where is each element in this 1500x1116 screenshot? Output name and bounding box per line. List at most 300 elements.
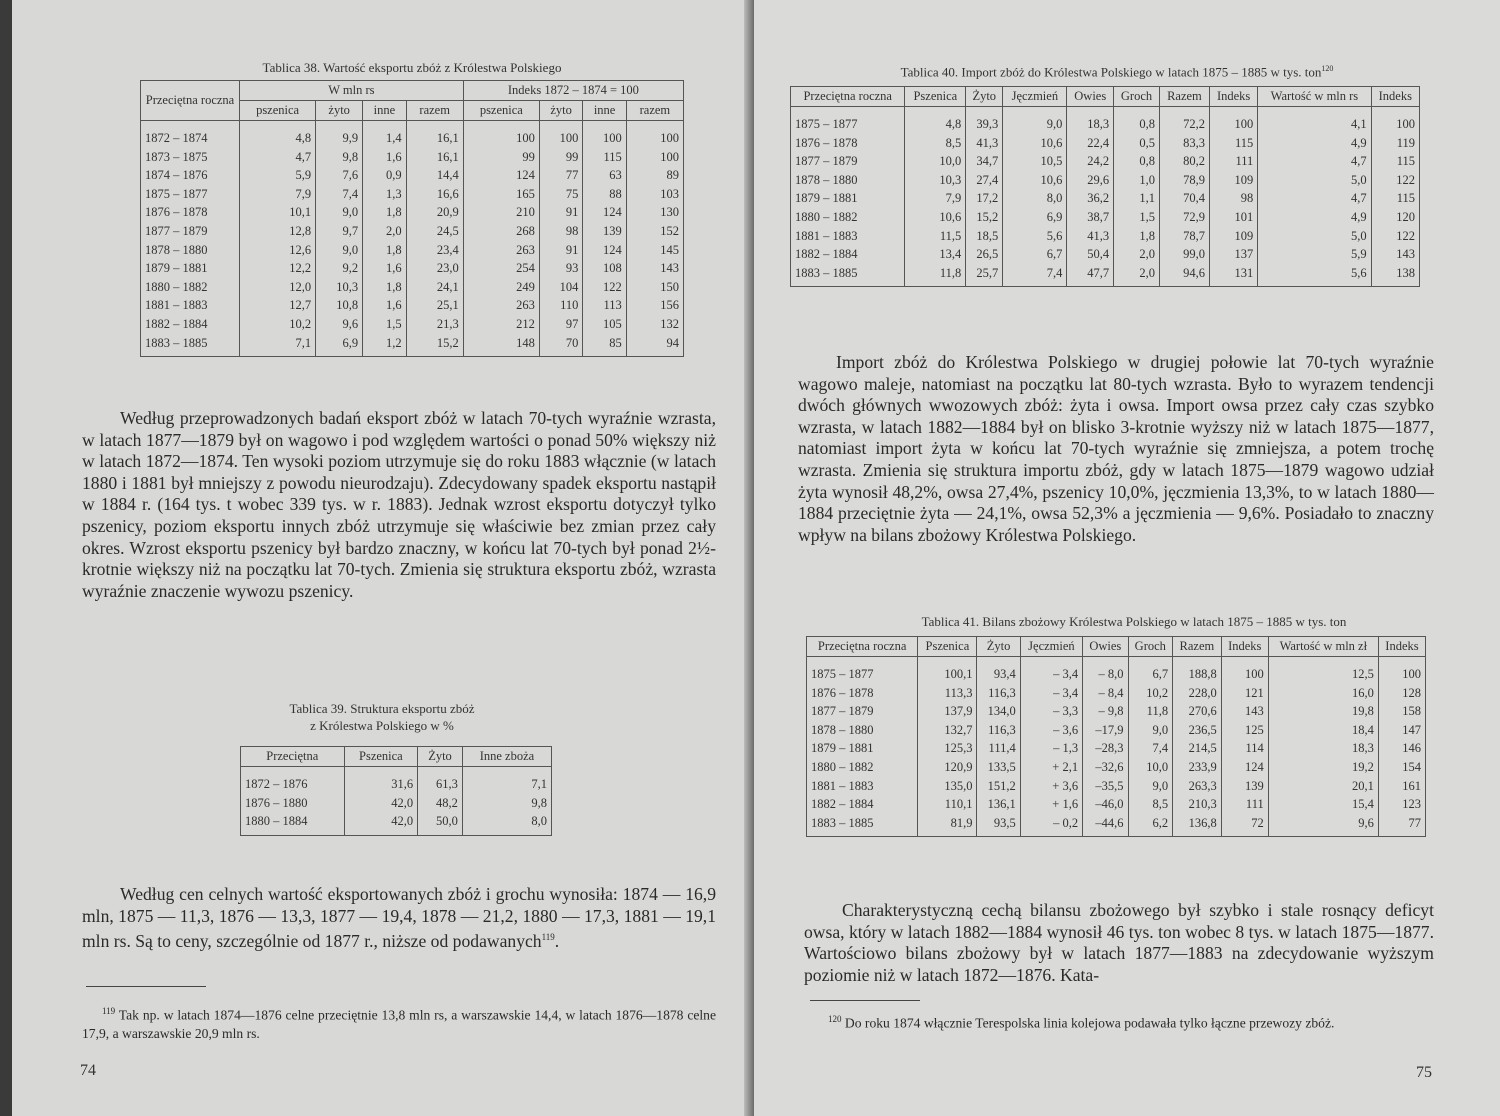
t41-cell: + 1,6 [1020, 795, 1082, 814]
t38-sub-header-0: pszenica [240, 101, 316, 121]
t41-cell: 143 [1221, 702, 1268, 721]
t38-cell: 165 [463, 185, 539, 204]
t41-cell: –17,9 [1083, 721, 1128, 740]
t40-cell: 11,5 [905, 227, 966, 246]
t38-cell: 7,1 [240, 334, 316, 357]
t38-cell: 6,9 [316, 334, 363, 357]
t40-cell: 34,7 [966, 152, 1003, 171]
t41-cell: 124 [1221, 758, 1268, 777]
t41-cell: –44,6 [1083, 814, 1128, 837]
t38-row [141, 334, 684, 357]
t40-cell: 100 [1209, 107, 1257, 134]
t40-cell: 26,5 [966, 245, 1003, 264]
t40-cell: 119 [1371, 134, 1419, 153]
t40-row [791, 189, 1420, 208]
t38-row [141, 203, 684, 222]
t38-row [141, 259, 684, 278]
table-39-caption: Tablica 39. Struktura eksportu zbóż z Królestwa Polskiego w % [289, 701, 475, 733]
t41-cell: –46,0 [1083, 795, 1128, 814]
table-40-caption: Tablica 40. Import zbóż do Królestwa Polskiego w latach 1875 – 1885 w tys. ton$^{120}$ [900, 64, 1334, 80]
t38-cell: 99 [463, 148, 539, 167]
t38-cell: 97 [539, 315, 582, 334]
t41-cell: 125 [1221, 721, 1268, 740]
t40-cell: 7,9 [905, 189, 966, 208]
t38-cell: 105 [583, 315, 626, 334]
t38-cell: 89 [626, 166, 683, 185]
t40-cell: 29,6 [1067, 171, 1114, 190]
t38-cell: 115 [583, 148, 626, 167]
t41-cell: 147 [1378, 721, 1425, 740]
t41-cell: 236,5 [1173, 721, 1222, 740]
t41-header-1: Pszenica [918, 637, 977, 657]
t40-cell: 115 [1371, 189, 1419, 208]
t38-cell: 100 [583, 121, 626, 148]
t41-header-0: Przeciętna roczna [807, 637, 918, 657]
t41-cell: – 3,6 [1020, 721, 1082, 740]
t40-cell: 0,8 [1114, 107, 1160, 134]
t40-cell: 18,3 [1067, 107, 1114, 134]
t38-row [141, 185, 684, 204]
left-paragraph-2: Według cen celnych wartość eksportowanych zbóż i grochu wynosiła: 1874 — 16,9 mln, 1875 — 11,3, 1876 — 13,3, 1877 — 19,4, 1878 — 21,2, 1880 — 17,3, 1881 — 19,1 mln rs. Są to ceny, szczególnie od 1877 r., niższe od podawanych$^{119}$. [82, 884, 716, 952]
t39-header-3: Inne zboża [462, 747, 551, 767]
t38-cell: 2,0 [363, 222, 406, 241]
t41-cell: + 3,6 [1020, 777, 1082, 796]
t41-cell: 137,9 [918, 702, 977, 721]
t41-row [807, 684, 1426, 703]
t38-cell: 15,2 [406, 334, 463, 357]
t38-cell: 263 [463, 296, 539, 315]
t38-cell: 100 [463, 121, 539, 148]
t38-cell: 23,0 [406, 259, 463, 278]
t41-cell: 133,5 [977, 758, 1020, 777]
page-number-left: 74 [80, 1062, 96, 1079]
t40-cell: 80,2 [1159, 152, 1209, 171]
t40-row [791, 227, 1420, 246]
t41-cell: 110,1 [918, 795, 977, 814]
t40-cell: 131 [1209, 264, 1257, 287]
t41-header-5: Groch [1128, 637, 1173, 657]
t38-cell: 16,6 [406, 185, 463, 204]
t40-cell: 78,7 [1159, 227, 1209, 246]
t41-row [807, 758, 1426, 777]
t41-row [807, 657, 1426, 684]
t39-period-cell: 1872 – 1876 [241, 767, 345, 794]
t41-cell: 135,0 [918, 777, 977, 796]
t40-cell: 100 [1371, 107, 1419, 134]
t40-cell: 5,0 [1258, 227, 1371, 246]
t38-cell: 4,8 [240, 121, 316, 148]
t41-cell: 263,3 [1173, 777, 1222, 796]
t38-cell: 1,4 [363, 121, 406, 148]
t40-cell: 5,9 [1258, 245, 1371, 264]
t38-cell: 0,9 [363, 166, 406, 185]
t40-cell: 1,1 [1114, 189, 1160, 208]
t41-period-cell: 1876 – 1878 [807, 684, 918, 703]
t39-cell: 50,0 [418, 812, 463, 835]
t38-cell: 12,8 [240, 222, 316, 241]
t40-cell: 1,5 [1114, 208, 1160, 227]
t39-cell: 42,0 [344, 794, 418, 813]
t38-cell: 10,2 [240, 315, 316, 334]
t38-cell: 139 [583, 222, 626, 241]
t38-header-period: Przeciętna roczna [141, 81, 240, 121]
t38-sub-header-6: inne [583, 101, 626, 121]
t41-cell: 125,3 [918, 739, 977, 758]
t38-row [141, 166, 684, 185]
t38-cell: 9,2 [316, 259, 363, 278]
t38-row [141, 278, 684, 297]
right-paragraph-2: Charakterystyczną cechą bilansu zbożowego był szybko i stale rosnący deficyt owsa, który w latach 1882—1884 wynosił 46 tys. ton wobec 8 tys. w latach 1875—1877. Wartościowo bilans zbożowy był w latach 1877—1883 na zdecydowanie wyższym poziomie niż w latach 1872—1876. Kata- [804, 900, 1434, 985]
t41-cell: 10,0 [1128, 758, 1173, 777]
t38-cell: 4,7 [240, 148, 316, 167]
t41-header-4: Owies [1083, 637, 1128, 657]
t41-cell: – 1,3 [1020, 739, 1082, 758]
t40-cell: 70,4 [1159, 189, 1209, 208]
t40-cell: 38,7 [1067, 208, 1114, 227]
t40-cell: 6,7 [1003, 245, 1067, 264]
t41-cell: 72 [1221, 814, 1268, 837]
t38-cell: 143 [626, 259, 683, 278]
t40-row [791, 245, 1420, 264]
t40-header-1: Pszenica [905, 87, 966, 107]
t41-period-cell: 1882 – 1884 [807, 795, 918, 814]
t41-cell: 132,7 [918, 721, 977, 740]
t40-period-cell: 1880 – 1882 [791, 208, 905, 227]
footnote-119: $^{119}$ Tak np. w latach 1874—1876 celne przeciętnie 13,8 mln rs, a warszawskie 14,4, w latach 1876—1878 celne 17,9, a warszawskie 20,9 mln rs. [82, 1006, 716, 1041]
t38-cell: 10,3 [316, 278, 363, 297]
t40-period-cell: 1878 – 1880 [791, 171, 905, 190]
t40-cell: 5,6 [1003, 227, 1067, 246]
t38-period-cell: 1873 – 1875 [141, 148, 240, 167]
t41-cell: 11,8 [1128, 702, 1173, 721]
t40-header-5: Groch [1114, 87, 1160, 107]
t40-cell: 10,6 [905, 208, 966, 227]
t38-row [141, 241, 684, 260]
left-page [12, 0, 748, 1116]
t38-cell: 249 [463, 278, 539, 297]
t40-cell: 2,0 [1114, 264, 1160, 287]
t41-cell: 158 [1378, 702, 1425, 721]
t38-cell: 75 [539, 185, 582, 204]
t39-row [241, 794, 552, 813]
t38-cell: 152 [626, 222, 683, 241]
t38-cell: 63 [583, 166, 626, 185]
t41-period-cell: 1880 – 1882 [807, 758, 918, 777]
t38-period-cell: 1875 – 1877 [141, 185, 240, 204]
t41-cell: –32,6 [1083, 758, 1128, 777]
t41-cell: 139 [1221, 777, 1268, 796]
t39-period-cell: 1880 – 1884 [241, 812, 345, 835]
t40-period-cell: 1879 – 1881 [791, 189, 905, 208]
t38-cell: 108 [583, 259, 626, 278]
t38-row [141, 121, 684, 148]
t38-cell: 130 [626, 203, 683, 222]
t40-cell: 8,5 [905, 134, 966, 153]
t39-cell: 42,0 [344, 812, 418, 835]
t38-cell: 9,0 [316, 241, 363, 260]
t38-cell: 1,5 [363, 315, 406, 334]
t40-row [791, 134, 1420, 153]
t38-cell: 20,9 [406, 203, 463, 222]
t41-cell: –35,5 [1083, 777, 1128, 796]
t38-cell: 1,6 [363, 296, 406, 315]
t41-cell: 111 [1221, 795, 1268, 814]
t40-cell: 72,9 [1159, 208, 1209, 227]
t40-cell: 10,3 [905, 171, 966, 190]
t41-cell: 15,4 [1268, 795, 1378, 814]
t38-cell: 12,0 [240, 278, 316, 297]
t41-cell: 10,2 [1128, 684, 1173, 703]
footnote-divider [86, 986, 206, 987]
t40-cell: 22,4 [1067, 134, 1114, 153]
t41-cell: – 3,4 [1020, 684, 1082, 703]
t38-cell: 212 [463, 315, 539, 334]
t41-period-cell: 1877 – 1879 [807, 702, 918, 721]
t39-period-cell: 1876 – 1880 [241, 794, 345, 813]
t40-cell: 120 [1371, 208, 1419, 227]
t41-cell: 114 [1221, 739, 1268, 758]
t40-row [791, 107, 1420, 134]
t40-cell: 2,0 [1114, 245, 1160, 264]
t38-cell: 1,3 [363, 185, 406, 204]
t41-cell: – 9,8 [1083, 702, 1128, 721]
t39-cell: 8,0 [462, 812, 551, 835]
t41-cell: 228,0 [1173, 684, 1222, 703]
t40-cell: 50,4 [1067, 245, 1114, 264]
t40-cell: 8,0 [1003, 189, 1067, 208]
table-40 [790, 86, 1420, 287]
t38-cell: 10,8 [316, 296, 363, 315]
t41-cell: 20,1 [1268, 777, 1378, 796]
t41-cell: 6,2 [1128, 814, 1173, 837]
t38-period-cell: 1883 – 1885 [141, 334, 240, 357]
t40-cell: 7,4 [1003, 264, 1067, 287]
t40-period-cell: 1883 – 1885 [791, 264, 905, 287]
t38-cell: 100 [539, 121, 582, 148]
table-39 [240, 746, 552, 836]
t41-cell: 233,9 [1173, 758, 1222, 777]
t40-cell: 4,9 [1258, 134, 1371, 153]
t39-header-2: Żyto [418, 747, 463, 767]
t38-cell: 103 [626, 185, 683, 204]
t41-header-6: Razem [1173, 637, 1222, 657]
t38-period-cell: 1876 – 1878 [141, 203, 240, 222]
t38-period-cell: 1874 – 1876 [141, 166, 240, 185]
t38-cell: 99 [539, 148, 582, 167]
t38-cell: 113 [583, 296, 626, 315]
t40-cell: 36,2 [1067, 189, 1114, 208]
t39-cell: 9,8 [462, 794, 551, 813]
t41-row [807, 739, 1426, 758]
t41-cell: 81,9 [918, 814, 977, 837]
t41-cell: 116,3 [977, 721, 1020, 740]
t38-cell: 70 [539, 334, 582, 357]
t40-cell: 9,0 [1003, 107, 1067, 134]
t38-cell: 93 [539, 259, 582, 278]
t41-period-cell: 1879 – 1881 [807, 739, 918, 758]
t38-cell: 124 [583, 203, 626, 222]
t40-header-3: Jęczmień [1003, 87, 1067, 107]
t38-cell: 268 [463, 222, 539, 241]
t38-period-cell: 1872 – 1874 [141, 121, 240, 148]
t41-cell: 146 [1378, 739, 1425, 758]
t40-cell: 6,9 [1003, 208, 1067, 227]
t40-period-cell: 1882 – 1884 [791, 245, 905, 264]
t40-cell: 10,0 [905, 152, 966, 171]
t40-cell: 4,7 [1258, 189, 1371, 208]
t41-cell: 210,3 [1173, 795, 1222, 814]
t41-period-cell: 1878 – 1880 [807, 721, 918, 740]
t39-cell: 48,2 [418, 794, 463, 813]
t40-cell: 41,3 [966, 134, 1003, 153]
t38-cell: 91 [539, 241, 582, 260]
t38-cell: 23,4 [406, 241, 463, 260]
t39-cell: 61,3 [418, 767, 463, 794]
t41-header-3: Jęczmień [1020, 637, 1082, 657]
t41-cell: 18,4 [1268, 721, 1378, 740]
t38-cell: 85 [583, 334, 626, 357]
t40-cell: 25,7 [966, 264, 1003, 287]
t40-cell: 143 [1371, 245, 1419, 264]
t41-cell: 8,5 [1128, 795, 1173, 814]
t38-cell: 10,1 [240, 203, 316, 222]
t40-cell: 72,2 [1159, 107, 1209, 134]
t40-cell: 5,6 [1258, 264, 1371, 287]
t41-cell: 9,0 [1128, 721, 1173, 740]
t41-cell: –28,3 [1083, 739, 1128, 758]
t41-header-7: Indeks [1221, 637, 1268, 657]
t40-header-6: Razem [1159, 87, 1209, 107]
footnote-ref-119[interactable]: 119 [541, 932, 555, 943]
t40-cell: 4,7 [1258, 152, 1371, 171]
table-38 [140, 80, 684, 357]
table-38-caption: Tablica 38. Wartość eksportu zbóż z Królestwa Polskiego [262, 60, 562, 75]
t40-cell: 109 [1209, 227, 1257, 246]
t38-cell: 91 [539, 203, 582, 222]
t41-cell: 9,0 [1128, 777, 1173, 796]
t38-cell: 156 [626, 296, 683, 315]
t40-cell: 10,6 [1003, 134, 1067, 153]
t40-cell: 24,2 [1067, 152, 1114, 171]
t38-cell: 14,4 [406, 166, 463, 185]
t38-cell: 254 [463, 259, 539, 278]
t38-cell: 24,5 [406, 222, 463, 241]
t41-cell: 123 [1378, 795, 1425, 814]
t40-header-0: Przeciętna roczna [791, 87, 905, 107]
t38-cell: 9,0 [316, 203, 363, 222]
t40-cell: 138 [1371, 264, 1419, 287]
t38-cell: 1,2 [363, 334, 406, 357]
t40-cell: 115 [1209, 134, 1257, 153]
t40-row [791, 171, 1420, 190]
t38-cell: 7,6 [316, 166, 363, 185]
t38-cell: 94 [626, 334, 683, 357]
t40-cell: 98 [1209, 189, 1257, 208]
t38-row [141, 222, 684, 241]
t41-cell: 188,8 [1173, 657, 1222, 684]
t38-cell: 12,2 [240, 259, 316, 278]
t40-cell: 15,2 [966, 208, 1003, 227]
t40-cell: 83,3 [1159, 134, 1209, 153]
t40-row [791, 152, 1420, 171]
t40-cell: 109 [1209, 171, 1257, 190]
t38-cell: 9,8 [316, 148, 363, 167]
t38-cell: 148 [463, 334, 539, 357]
t38-cell: 104 [539, 278, 582, 297]
t38-cell: 25,1 [406, 296, 463, 315]
t38-period-cell: 1880 – 1882 [141, 278, 240, 297]
t41-cell: 6,7 [1128, 657, 1173, 684]
t40-cell: 41,3 [1067, 227, 1114, 246]
t39-row [241, 767, 552, 794]
t41-cell: 18,3 [1268, 739, 1378, 758]
t41-row [807, 795, 1426, 814]
t41-cell: 111,4 [977, 739, 1020, 758]
t40-cell: 4,8 [905, 107, 966, 134]
footnote-120: $^{120}$ Do roku 1874 włącznie Terespolska linia kolejowa podawała tylko łączne przewozy zbóż. [828, 1014, 1335, 1031]
t38-cell: 132 [626, 315, 683, 334]
t41-period-cell: 1883 – 1885 [807, 814, 918, 837]
t38-cell: 9,6 [316, 315, 363, 334]
t38-cell: 7,4 [316, 185, 363, 204]
t41-cell: 113,3 [918, 684, 977, 703]
t41-cell: – 8,4 [1083, 684, 1128, 703]
t41-row [807, 721, 1426, 740]
t40-cell: 0,5 [1114, 134, 1160, 153]
t40-period-cell: 1881 – 1883 [791, 227, 905, 246]
t40-header-7: Indeks [1209, 87, 1257, 107]
t38-cell: 88 [583, 185, 626, 204]
t40-cell: 18,5 [966, 227, 1003, 246]
t41-cell: 270,6 [1173, 702, 1222, 721]
t38-cell: 1,8 [363, 278, 406, 297]
right-page [754, 0, 1500, 1116]
t40-cell: 94,6 [1159, 264, 1209, 287]
t41-cell: 100 [1378, 657, 1425, 684]
t41-cell: 16,0 [1268, 684, 1378, 703]
t38-cell: 145 [626, 241, 683, 260]
t40-cell: 111 [1209, 152, 1257, 171]
t38-period-cell: 1877 – 1879 [141, 222, 240, 241]
t38-row [141, 296, 684, 315]
t40-cell: 122 [1371, 227, 1419, 246]
t38-cell: 7,9 [240, 185, 316, 204]
t39-header-1: Pszenica [344, 747, 418, 767]
t38-cell: 150 [626, 278, 683, 297]
t40-cell: 11,8 [905, 264, 966, 287]
t40-header-2: Żyto [966, 87, 1003, 107]
t38-cell: 16,1 [406, 148, 463, 167]
table-41 [806, 636, 1426, 837]
t39-row [241, 812, 552, 835]
t40-cell: 137 [1209, 245, 1257, 264]
t38-cell: 12,7 [240, 296, 316, 315]
t41-row [807, 814, 1426, 837]
t41-cell: – 3,4 [1020, 657, 1082, 684]
t38-header-index-group: Indeks 1872 – 1874 = 100 [463, 81, 683, 101]
t40-cell: 4,9 [1258, 208, 1371, 227]
t41-cell: 134,0 [977, 702, 1020, 721]
t38-period-cell: 1878 – 1880 [141, 241, 240, 260]
t40-row [791, 208, 1420, 227]
t38-sub-header-3: razem [406, 101, 463, 121]
t38-cell: 21,3 [406, 315, 463, 334]
t38-cell: 1,8 [363, 203, 406, 222]
t41-cell: 100,1 [918, 657, 977, 684]
t41-cell: 136,1 [977, 795, 1020, 814]
t41-cell: – 8,0 [1083, 657, 1128, 684]
t38-cell: 1,6 [363, 259, 406, 278]
